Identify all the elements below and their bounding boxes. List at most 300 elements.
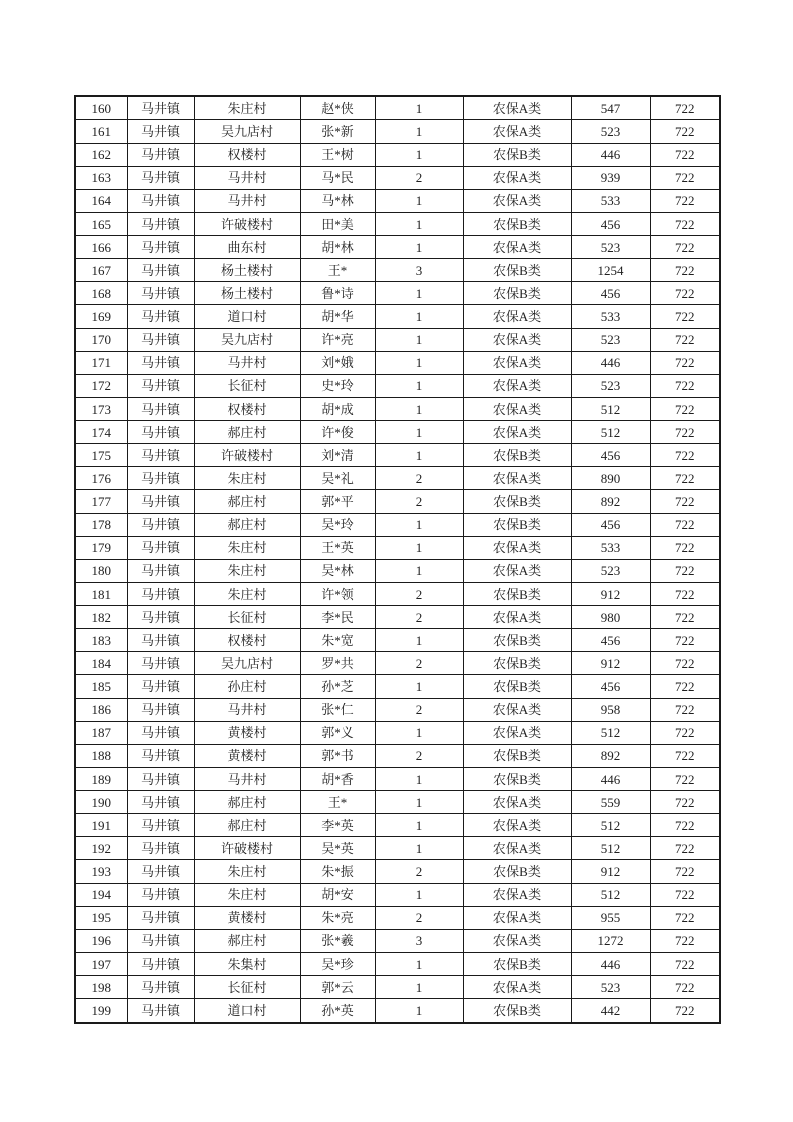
cell-village: 长征村 (194, 374, 300, 397)
cell-amount: 512 (571, 814, 650, 837)
cell-amount: 456 (571, 212, 650, 235)
cell-town: 马井镇 (127, 513, 194, 536)
cell-amount: 446 (571, 767, 650, 790)
cell-amount: 955 (571, 906, 650, 929)
cell-amount: 559 (571, 791, 650, 814)
cell-town: 马井镇 (127, 189, 194, 212)
cell-row_number: 186 (75, 698, 127, 721)
cell-fixed_value: 722 (650, 559, 720, 582)
cell-person_name: 胡*林 (300, 236, 375, 259)
cell-insurance_category: 农保A类 (463, 467, 571, 490)
cell-amount: 442 (571, 999, 650, 1023)
cell-row_number: 169 (75, 305, 127, 328)
cell-fixed_value: 722 (650, 143, 720, 166)
cell-village: 曲东村 (194, 236, 300, 259)
cell-fixed_value: 722 (650, 374, 720, 397)
cell-insurance_category: 农保B类 (463, 259, 571, 282)
cell-fixed_value: 722 (650, 236, 720, 259)
cell-row_number: 198 (75, 976, 127, 999)
table-row (75, 652, 720, 675)
table-row (75, 328, 720, 351)
cell-fixed_value: 722 (650, 906, 720, 929)
cell-town: 马井镇 (127, 698, 194, 721)
cell-person_name: 李*民 (300, 606, 375, 629)
cell-town: 马井镇 (127, 652, 194, 675)
cell-amount: 512 (571, 883, 650, 906)
table-row (75, 929, 720, 952)
table-row (75, 236, 720, 259)
table-row (75, 490, 720, 513)
cell-fixed_value: 722 (650, 96, 720, 120)
cell-person_name: 郭*云 (300, 976, 375, 999)
cell-town: 马井镇 (127, 467, 194, 490)
cell-fixed_value: 722 (650, 305, 720, 328)
cell-village: 孙庄村 (194, 675, 300, 698)
cell-village: 许破楼村 (194, 212, 300, 235)
cell-fixed_value: 722 (650, 999, 720, 1023)
cell-village: 郝庄村 (194, 490, 300, 513)
cell-insurance_category: 农保B类 (463, 767, 571, 790)
cell-person_count: 1 (375, 143, 463, 166)
table-row (75, 721, 720, 744)
cell-person_count: 1 (375, 513, 463, 536)
cell-insurance_category: 农保B类 (463, 143, 571, 166)
cell-insurance_category: 农保A类 (463, 606, 571, 629)
cell-amount: 912 (571, 860, 650, 883)
cell-town: 马井镇 (127, 212, 194, 235)
cell-row_number: 160 (75, 96, 127, 120)
cell-village: 黄楼村 (194, 721, 300, 744)
table-row (75, 536, 720, 559)
cell-person_count: 2 (375, 582, 463, 605)
cell-village: 权楼村 (194, 143, 300, 166)
cell-person_name: 王*英 (300, 536, 375, 559)
cell-person_count: 1 (375, 444, 463, 467)
table-row (75, 883, 720, 906)
cell-row_number: 164 (75, 189, 127, 212)
table-row (75, 976, 720, 999)
cell-row_number: 189 (75, 767, 127, 790)
table-row (75, 444, 720, 467)
cell-person_name: 赵*侠 (300, 96, 375, 120)
cell-person_count: 1 (375, 952, 463, 975)
cell-village: 郝庄村 (194, 814, 300, 837)
cell-person_name: 朱*振 (300, 860, 375, 883)
cell-town: 马井镇 (127, 767, 194, 790)
cell-amount: 446 (571, 351, 650, 374)
cell-person_count: 1 (375, 236, 463, 259)
cell-row_number: 197 (75, 952, 127, 975)
cell-town: 马井镇 (127, 929, 194, 952)
cell-row_number: 190 (75, 791, 127, 814)
cell-town: 马井镇 (127, 143, 194, 166)
cell-town: 马井镇 (127, 421, 194, 444)
cell-insurance_category: 农保A类 (463, 166, 571, 189)
cell-person_count: 2 (375, 490, 463, 513)
cell-fixed_value: 722 (650, 976, 720, 999)
table-row (75, 559, 720, 582)
cell-row_number: 167 (75, 259, 127, 282)
table-row (75, 421, 720, 444)
cell-town: 马井镇 (127, 328, 194, 351)
table-row (75, 629, 720, 652)
cell-person_count: 1 (375, 212, 463, 235)
cell-person_name: 王* (300, 791, 375, 814)
cell-row_number: 180 (75, 559, 127, 582)
cell-village: 朱庄村 (194, 860, 300, 883)
cell-person_count: 3 (375, 259, 463, 282)
cell-insurance_category: 农保B类 (463, 513, 571, 536)
cell-town: 马井镇 (127, 166, 194, 189)
cell-insurance_category: 农保A类 (463, 791, 571, 814)
cell-fixed_value: 722 (650, 767, 720, 790)
cell-person_name: 张*新 (300, 120, 375, 143)
cell-village: 杨土楼村 (194, 282, 300, 305)
cell-person_count: 1 (375, 814, 463, 837)
table-row (75, 999, 720, 1023)
cell-insurance_category: 农保A类 (463, 929, 571, 952)
cell-person_name: 张*羲 (300, 929, 375, 952)
cell-insurance_category: 农保A类 (463, 189, 571, 212)
cell-village: 马井村 (194, 189, 300, 212)
cell-insurance_category: 农保B类 (463, 212, 571, 235)
cell-fixed_value: 722 (650, 721, 720, 744)
cell-person_name: 李*英 (300, 814, 375, 837)
cell-row_number: 182 (75, 606, 127, 629)
cell-amount: 446 (571, 952, 650, 975)
cell-village: 朱庄村 (194, 559, 300, 582)
cell-amount: 958 (571, 698, 650, 721)
cell-village: 杨土楼村 (194, 259, 300, 282)
table-row (75, 675, 720, 698)
table-row (75, 120, 720, 143)
cell-insurance_category: 农保A类 (463, 374, 571, 397)
cell-town: 马井镇 (127, 397, 194, 420)
cell-insurance_category: 农保B类 (463, 952, 571, 975)
cell-fixed_value: 722 (650, 582, 720, 605)
cell-person_name: 朱*宽 (300, 629, 375, 652)
cell-town: 马井镇 (127, 837, 194, 860)
cell-fixed_value: 722 (650, 675, 720, 698)
table-row (75, 189, 720, 212)
table-row (75, 906, 720, 929)
cell-person_count: 1 (375, 282, 463, 305)
cell-row_number: 181 (75, 582, 127, 605)
cell-person_count: 2 (375, 652, 463, 675)
table-row (75, 698, 720, 721)
cell-row_number: 192 (75, 837, 127, 860)
cell-fixed_value: 722 (650, 860, 720, 883)
cell-row_number: 168 (75, 282, 127, 305)
cell-insurance_category: 农保A类 (463, 120, 571, 143)
cell-person_count: 1 (375, 767, 463, 790)
cell-fixed_value: 722 (650, 952, 720, 975)
cell-person_name: 史*玲 (300, 374, 375, 397)
cell-row_number: 161 (75, 120, 127, 143)
cell-row_number: 162 (75, 143, 127, 166)
cell-town: 马井镇 (127, 351, 194, 374)
cell-insurance_category: 农保A类 (463, 721, 571, 744)
cell-person_count: 1 (375, 305, 463, 328)
cell-person_name: 孙*芝 (300, 675, 375, 698)
cell-person_name: 吴*玲 (300, 513, 375, 536)
cell-amount: 512 (571, 837, 650, 860)
cell-person_name: 罗*共 (300, 652, 375, 675)
cell-town: 马井镇 (127, 374, 194, 397)
cell-person_count: 1 (375, 721, 463, 744)
cell-person_name: 郭*义 (300, 721, 375, 744)
cell-fixed_value: 722 (650, 467, 720, 490)
cell-fixed_value: 722 (650, 536, 720, 559)
cell-village: 许破楼村 (194, 837, 300, 860)
cell-town: 马井镇 (127, 999, 194, 1023)
cell-insurance_category: 农保B类 (463, 999, 571, 1023)
cell-insurance_category: 农保B类 (463, 282, 571, 305)
cell-fixed_value: 722 (650, 814, 720, 837)
cell-insurance_category: 农保B类 (463, 490, 571, 513)
cell-town: 马井镇 (127, 860, 194, 883)
cell-person_count: 1 (375, 96, 463, 120)
table-row (75, 166, 720, 189)
cell-fixed_value: 722 (650, 929, 720, 952)
cell-row_number: 188 (75, 744, 127, 767)
table-row (75, 467, 720, 490)
cell-insurance_category: 农保A类 (463, 236, 571, 259)
table-row (75, 744, 720, 767)
cell-row_number: 191 (75, 814, 127, 837)
cell-fixed_value: 722 (650, 421, 720, 444)
cell-row_number: 175 (75, 444, 127, 467)
cell-person_name: 刘*娥 (300, 351, 375, 374)
cell-amount: 912 (571, 652, 650, 675)
cell-fixed_value: 722 (650, 791, 720, 814)
cell-insurance_category: 农保A类 (463, 883, 571, 906)
cell-amount: 892 (571, 744, 650, 767)
cell-person_count: 1 (375, 791, 463, 814)
cell-town: 马井镇 (127, 675, 194, 698)
cell-person_count: 1 (375, 351, 463, 374)
cell-amount: 456 (571, 675, 650, 698)
cell-person_name: 吴*珍 (300, 952, 375, 975)
cell-insurance_category: 农保A类 (463, 96, 571, 120)
cell-fixed_value: 722 (650, 629, 720, 652)
cell-village: 马井村 (194, 767, 300, 790)
cell-person_count: 1 (375, 397, 463, 420)
cell-person_count: 1 (375, 189, 463, 212)
cell-fixed_value: 722 (650, 490, 720, 513)
cell-insurance_category: 农保A类 (463, 397, 571, 420)
cell-amount: 523 (571, 559, 650, 582)
cell-person_name: 王* (300, 259, 375, 282)
cell-person_name: 胡*香 (300, 767, 375, 790)
cell-insurance_category: 农保A类 (463, 351, 571, 374)
cell-row_number: 166 (75, 236, 127, 259)
table-row (75, 96, 720, 120)
cell-town: 马井镇 (127, 883, 194, 906)
cell-village: 朱庄村 (194, 582, 300, 605)
cell-person_name: 鲁*诗 (300, 282, 375, 305)
cell-village: 长征村 (194, 976, 300, 999)
cell-village: 许破楼村 (194, 444, 300, 467)
cell-person_count: 1 (375, 675, 463, 698)
cell-amount: 456 (571, 282, 650, 305)
cell-insurance_category: 农保B类 (463, 652, 571, 675)
cell-person_name: 吴*礼 (300, 467, 375, 490)
cell-village: 吴九店村 (194, 120, 300, 143)
cell-row_number: 174 (75, 421, 127, 444)
cell-row_number: 177 (75, 490, 127, 513)
cell-amount: 523 (571, 374, 650, 397)
cell-town: 马井镇 (127, 721, 194, 744)
cell-village: 吴九店村 (194, 652, 300, 675)
cell-person_count: 1 (375, 559, 463, 582)
cell-town: 马井镇 (127, 490, 194, 513)
cell-town: 马井镇 (127, 952, 194, 975)
cell-row_number: 178 (75, 513, 127, 536)
cell-village: 权楼村 (194, 397, 300, 420)
cell-village: 马井村 (194, 698, 300, 721)
cell-person_count: 2 (375, 698, 463, 721)
cell-insurance_category: 农保A类 (463, 976, 571, 999)
cell-row_number: 172 (75, 374, 127, 397)
cell-fixed_value: 722 (650, 189, 720, 212)
cell-row_number: 187 (75, 721, 127, 744)
cell-amount: 1272 (571, 929, 650, 952)
cell-amount: 512 (571, 421, 650, 444)
cell-town: 马井镇 (127, 582, 194, 605)
cell-person_name: 胡*华 (300, 305, 375, 328)
cell-amount: 1254 (571, 259, 650, 282)
cell-person_name: 马*林 (300, 189, 375, 212)
cell-town: 马井镇 (127, 282, 194, 305)
cell-village: 郝庄村 (194, 421, 300, 444)
table-row (75, 259, 720, 282)
cell-fixed_value: 722 (650, 606, 720, 629)
cell-town: 马井镇 (127, 259, 194, 282)
table-body (75, 96, 720, 1023)
cell-person_count: 2 (375, 606, 463, 629)
cell-row_number: 194 (75, 883, 127, 906)
cell-person_name: 郭*书 (300, 744, 375, 767)
table-row (75, 582, 720, 605)
cell-village: 吴九店村 (194, 328, 300, 351)
cell-fixed_value: 722 (650, 444, 720, 467)
cell-amount: 523 (571, 976, 650, 999)
cell-person_name: 吴*英 (300, 837, 375, 860)
table-row (75, 952, 720, 975)
cell-row_number: 171 (75, 351, 127, 374)
table-row (75, 837, 720, 860)
cell-row_number: 185 (75, 675, 127, 698)
cell-village: 郝庄村 (194, 929, 300, 952)
cell-village: 朱集村 (194, 952, 300, 975)
cell-fixed_value: 722 (650, 259, 720, 282)
cell-person_name: 许*亮 (300, 328, 375, 351)
table-row (75, 351, 720, 374)
cell-insurance_category: 农保A类 (463, 906, 571, 929)
cell-town: 马井镇 (127, 744, 194, 767)
cell-fixed_value: 722 (650, 166, 720, 189)
table-row (75, 860, 720, 883)
cell-town: 马井镇 (127, 814, 194, 837)
cell-insurance_category: 农保A类 (463, 698, 571, 721)
cell-person_name: 刘*清 (300, 444, 375, 467)
cell-amount: 523 (571, 236, 650, 259)
cell-village: 权楼村 (194, 629, 300, 652)
cell-row_number: 173 (75, 397, 127, 420)
table-row (75, 212, 720, 235)
cell-amount: 533 (571, 189, 650, 212)
cell-amount: 456 (571, 444, 650, 467)
cell-town: 马井镇 (127, 559, 194, 582)
cell-village: 道口村 (194, 999, 300, 1023)
cell-insurance_category: 农保B类 (463, 860, 571, 883)
cell-person_count: 1 (375, 837, 463, 860)
cell-person_count: 1 (375, 976, 463, 999)
cell-fixed_value: 722 (650, 652, 720, 675)
cell-town: 马井镇 (127, 96, 194, 120)
cell-fixed_value: 722 (650, 837, 720, 860)
cell-town: 马井镇 (127, 976, 194, 999)
cell-village: 黄楼村 (194, 906, 300, 929)
cell-insurance_category: 农保B类 (463, 744, 571, 767)
table-row (75, 397, 720, 420)
cell-person_count: 3 (375, 929, 463, 952)
cell-person_count: 2 (375, 744, 463, 767)
cell-insurance_category: 农保A类 (463, 814, 571, 837)
cell-row_number: 193 (75, 860, 127, 883)
cell-village: 道口村 (194, 305, 300, 328)
cell-person_count: 1 (375, 421, 463, 444)
table-row (75, 767, 720, 790)
cell-person_count: 2 (375, 166, 463, 189)
cell-fixed_value: 722 (650, 744, 720, 767)
table-row (75, 791, 720, 814)
insurance-roster-table (74, 95, 721, 1024)
table-row (75, 282, 720, 305)
cell-fixed_value: 722 (650, 328, 720, 351)
cell-row_number: 176 (75, 467, 127, 490)
cell-amount: 512 (571, 721, 650, 744)
cell-person_name: 吴*林 (300, 559, 375, 582)
cell-amount: 523 (571, 120, 650, 143)
cell-fixed_value: 722 (650, 351, 720, 374)
cell-row_number: 184 (75, 652, 127, 675)
cell-amount: 512 (571, 397, 650, 420)
cell-row_number: 183 (75, 629, 127, 652)
cell-insurance_category: 农保A类 (463, 328, 571, 351)
cell-amount: 939 (571, 166, 650, 189)
cell-amount: 446 (571, 143, 650, 166)
cell-town: 马井镇 (127, 629, 194, 652)
cell-amount: 890 (571, 467, 650, 490)
cell-row_number: 196 (75, 929, 127, 952)
cell-fixed_value: 722 (650, 883, 720, 906)
cell-person_name: 胡*安 (300, 883, 375, 906)
cell-town: 马井镇 (127, 236, 194, 259)
cell-village: 朱庄村 (194, 96, 300, 120)
cell-amount: 980 (571, 606, 650, 629)
cell-town: 马井镇 (127, 444, 194, 467)
cell-amount: 533 (571, 536, 650, 559)
cell-fixed_value: 722 (650, 397, 720, 420)
cell-row_number: 170 (75, 328, 127, 351)
cell-person_name: 胡*成 (300, 397, 375, 420)
cell-village: 朱庄村 (194, 467, 300, 490)
cell-fixed_value: 722 (650, 212, 720, 235)
cell-fixed_value: 722 (650, 698, 720, 721)
cell-person_count: 1 (375, 999, 463, 1023)
